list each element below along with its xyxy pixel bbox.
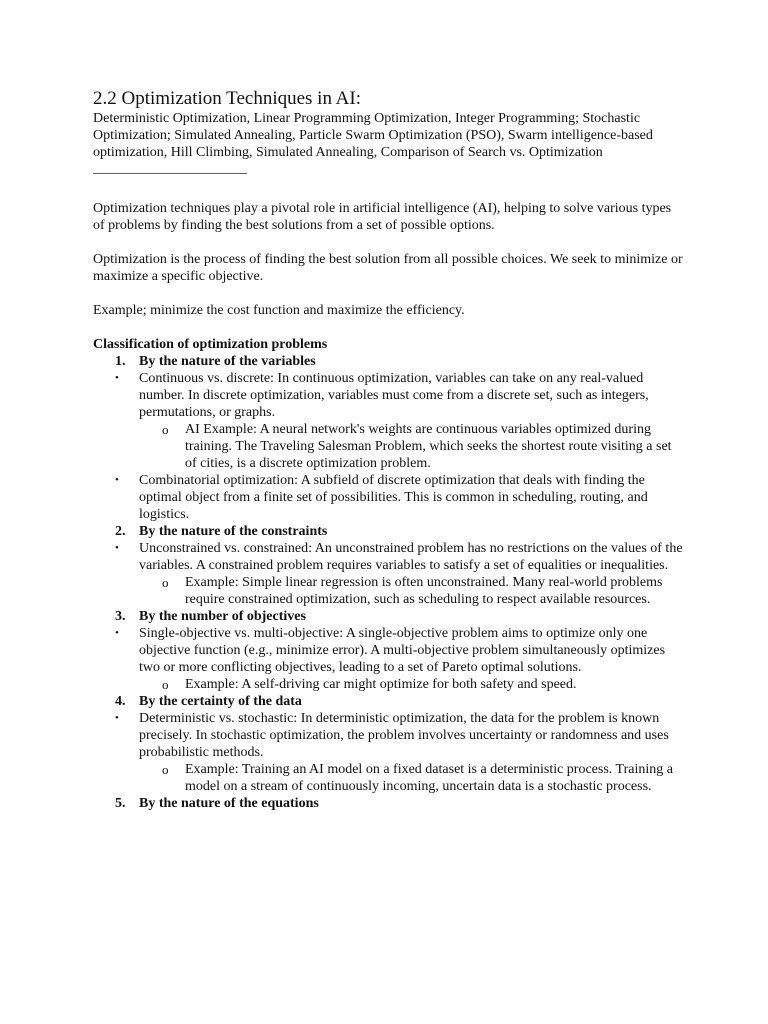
item-label: By the nature of the constraints (139, 524, 328, 539)
bullet-item (93, 540, 683, 574)
classification-list (93, 353, 683, 812)
sub-bullet-item (93, 421, 683, 472)
bullet-icon: • (115, 712, 119, 724)
item-number: 2. (115, 524, 126, 539)
sub-bullet-text: AI Example: A neural network's weights are continuous variables optimized during training. The Traveling Salesman Problem, which seeks the shortest route visiting a set of cities, is a discrete optimization problem. (185, 422, 672, 471)
bullet-icon: • (115, 627, 119, 639)
bullet-item (93, 625, 683, 676)
bullet-text: Deterministic vs. stochastic: In deterministic optimization, the data for the problem is known precisely. In stochastic optimization, the problem involves uncertainty or randomness and uses probabilistic methods. (139, 711, 669, 760)
intro-paragraph-2: Optimization is the process of finding the best solution from all possible choices. We seek to minimize or maximize a specific objective. (93, 252, 683, 284)
bullet-text: Single-objective vs. multi-objective: A single-objective problem aims to optimize only one objective function (e.g., minimize error). A multi-objective problem simultaneously optimizes two or more conflicting objectives, leading to a set of Pareto optimal solutions. (139, 626, 666, 675)
intro-paragraph-3: Example; minimize the cost function and maximize the efficiency. (93, 303, 465, 318)
bullet-icon: • (115, 474, 119, 486)
item-number: 3. (115, 609, 126, 624)
item-label: By the nature of the variables (139, 354, 316, 369)
sub-bullet-text: Example: Training an AI model on a fixed dataset is a deterministic process. Training a model on a stream of continuously incoming, uncertain data is a stochastic process. (185, 762, 673, 794)
item-number: 1. (115, 354, 126, 369)
sub-bullet-item (93, 574, 683, 608)
classification-heading: Classification of optimization problems (93, 337, 328, 352)
bullet-item (93, 472, 683, 523)
sub-bullet-icon: o (162, 422, 169, 437)
sub-bullet-icon: o (162, 762, 169, 777)
bullet-item (93, 710, 683, 761)
topics-list: Deterministic Optimization, Linear Programming Optimization, Integer Programming; Stochastic Optimization; Simulated Annealing, Particle Swarm Optimization (PSO), Swarm intelligence-based optimization, Hill Climbing, Simulated Annealing, Comparison of Search vs. Optimization (93, 111, 653, 160)
numbered-item (93, 523, 683, 540)
numbered-item (93, 608, 683, 625)
bullet-item (93, 370, 683, 421)
sub-bullet-text: Example: Simple linear regression is often unconstrained. Many real-world problems require constrained optimization, such as scheduling to respect available resources. (185, 575, 663, 607)
bullet-icon: • (115, 372, 119, 384)
divider-rule: ______________________ (93, 161, 247, 176)
item-label: By the certainty of the data (139, 694, 302, 709)
bullet-text: Unconstrained vs. constrained: An unconstrained problem has no restrictions on the values of the variables. A constrained problem requires variables to satisfy a set of equalities or inequalities. (139, 541, 683, 573)
numbered-item (93, 693, 683, 710)
sub-bullet-icon: o (162, 575, 169, 590)
bullet-text: Continuous vs. discrete: In continuous optimization, variables can take on any real-valued number. In discrete optimization, variables must come from a discrete set, such as integers, permutations, or graphs. (139, 371, 649, 420)
numbered-item (93, 795, 683, 812)
item-label: By the number of objectives (139, 609, 306, 624)
item-label: By the nature of the equations (139, 796, 319, 811)
sub-bullet-icon: o (162, 677, 169, 692)
numbered-item (93, 353, 683, 370)
document-page (93, 88, 683, 812)
bullet-text: Combinatorial optimization: A subfield of discrete optimization that deals with finding the optimal object from a finite set of possibilities. This is common in scheduling, routing, and logistics. (139, 473, 648, 522)
bullet-icon: • (115, 542, 119, 554)
sub-bullet-item (93, 761, 683, 795)
item-number: 5. (115, 796, 126, 811)
item-number: 4. (115, 694, 126, 709)
intro-paragraph-1: Optimization techniques play a pivotal role in artificial intelligence (AI), helping to solve various types of problems by finding the best solutions from a set of possible options. (93, 201, 672, 233)
sub-bullet-item (93, 676, 683, 693)
section-title: 2.2 Optimization Techniques in AI: (93, 88, 361, 109)
sub-bullet-text: Example: A self-driving car might optimize for both safety and speed. (185, 677, 577, 692)
